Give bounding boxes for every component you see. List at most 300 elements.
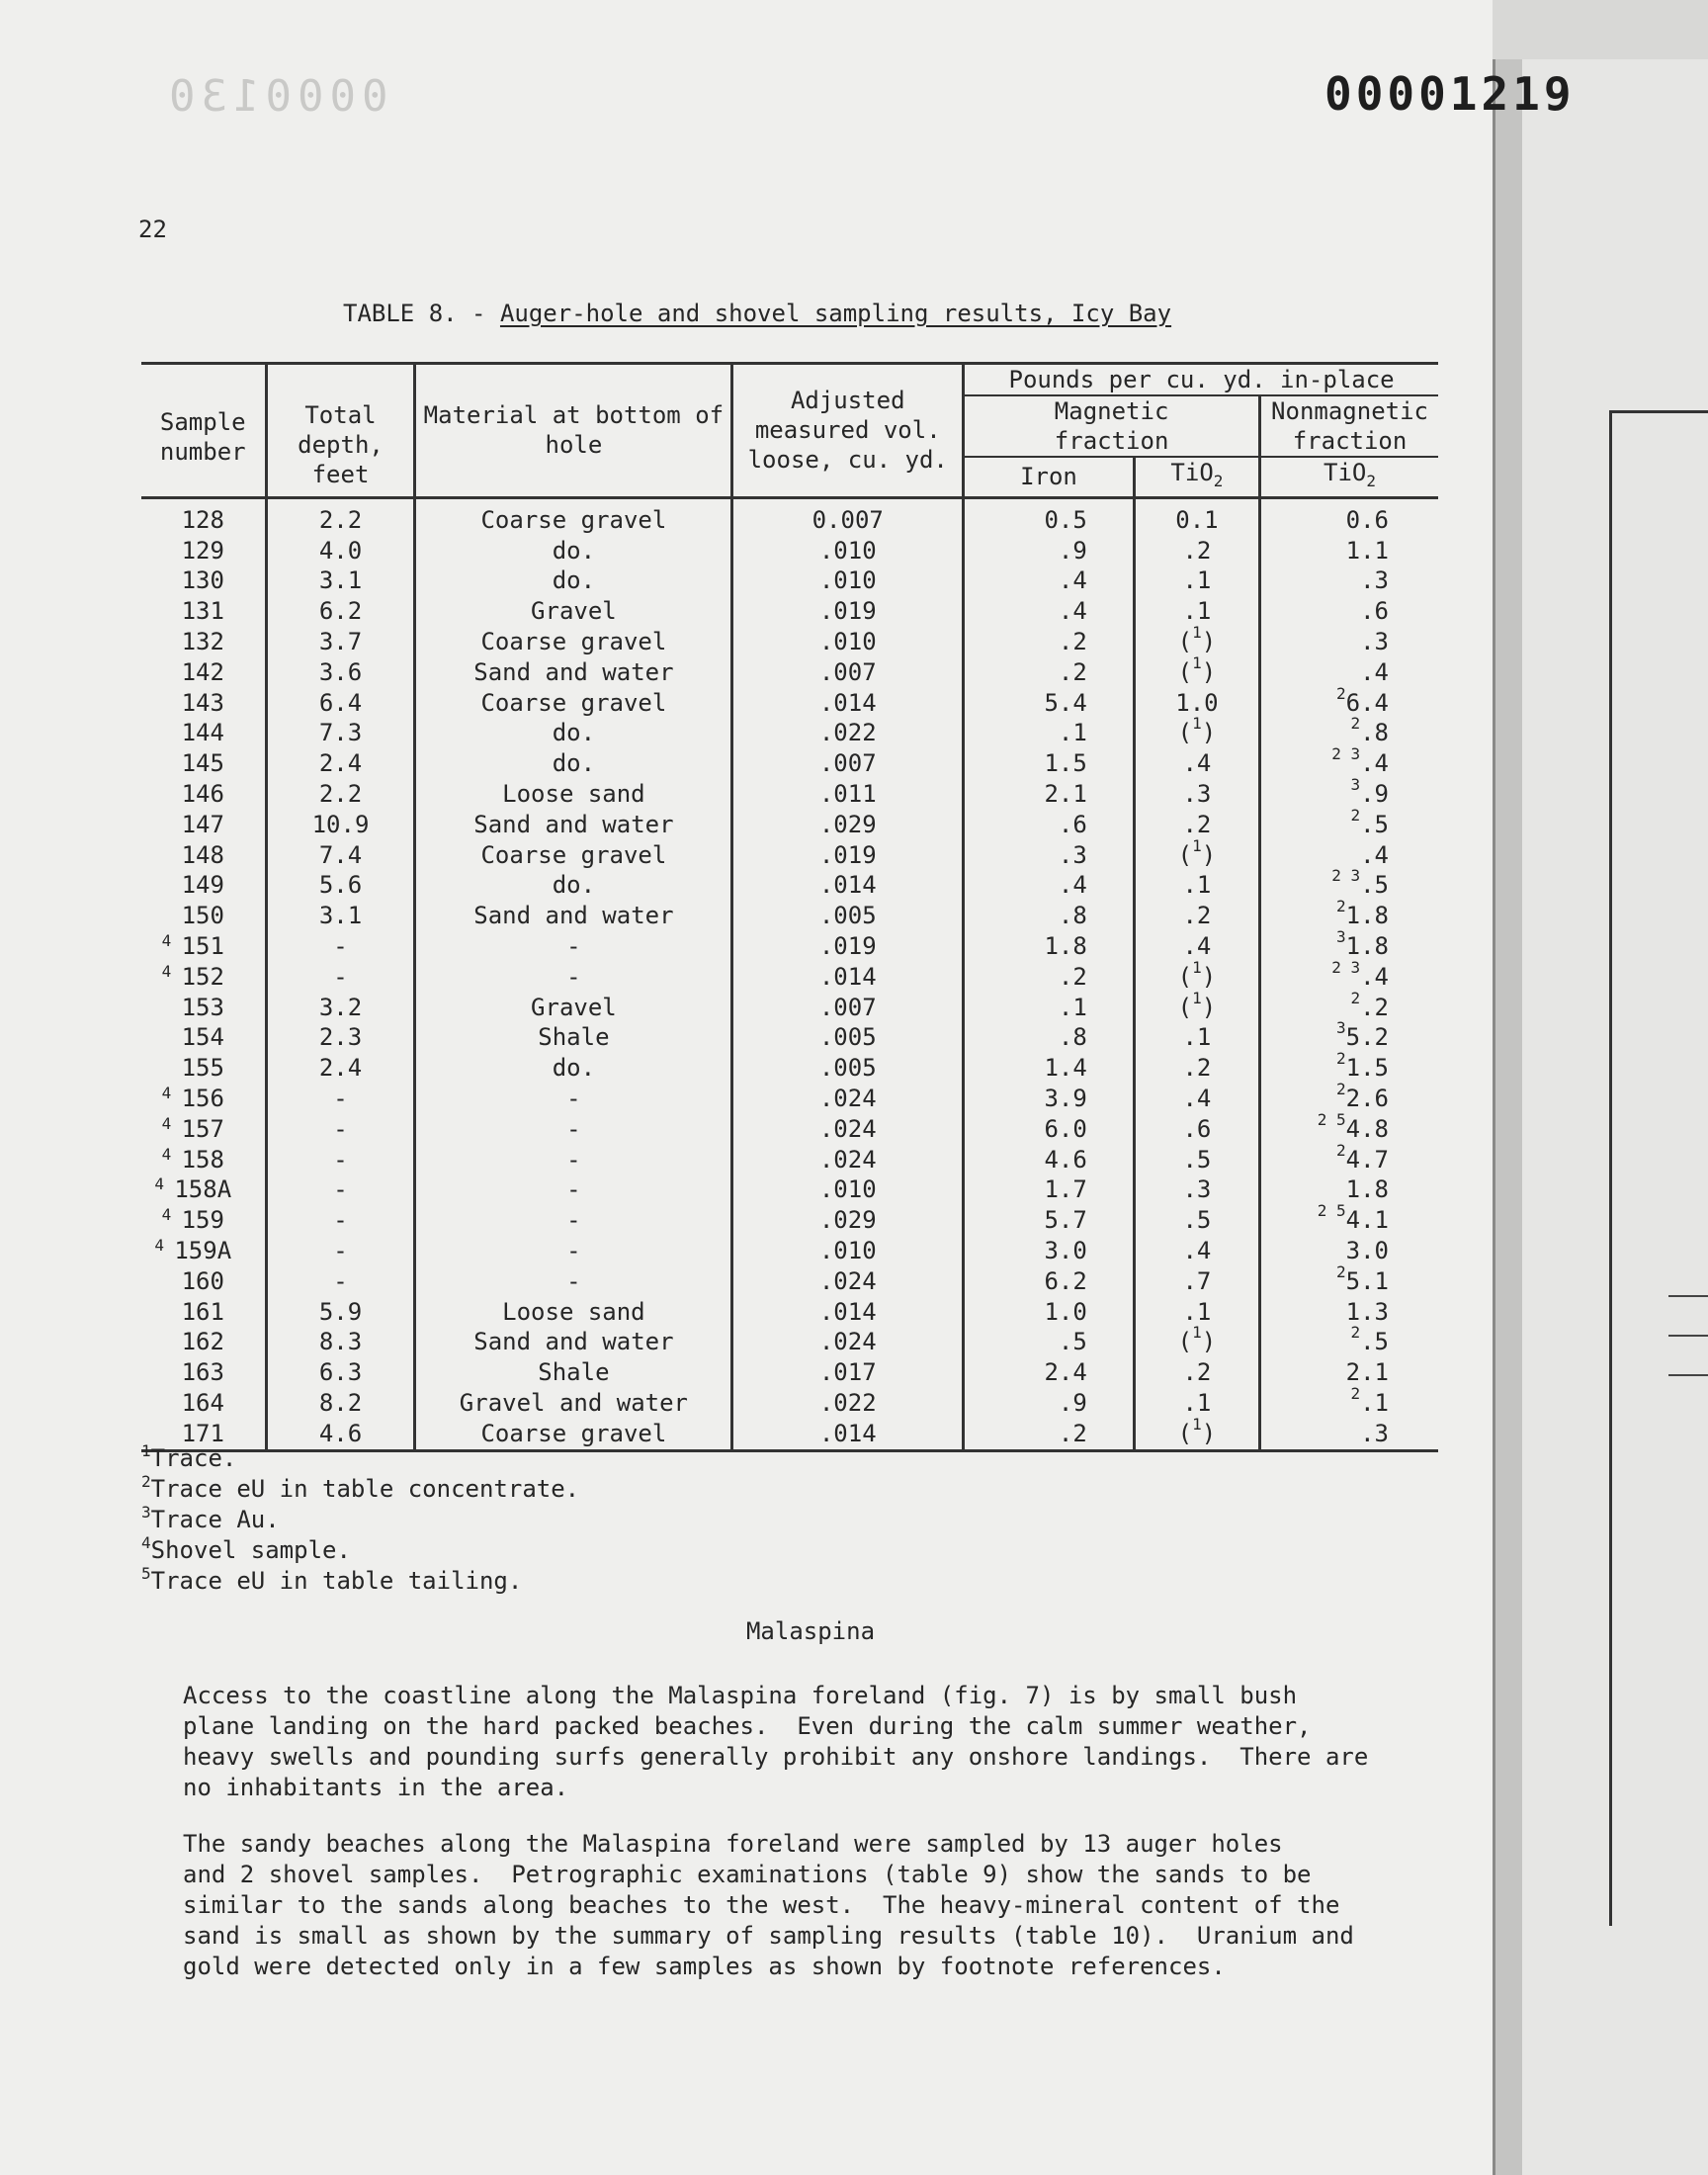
header-material: Material at bottom of hole <box>415 364 732 498</box>
trace-mark: 1 <box>1192 1414 1202 1434</box>
table-row <box>141 1174 1438 1205</box>
cell-total-depth: - <box>266 962 415 993</box>
sample-number-text: 131 <box>181 597 224 626</box>
cell-material: Coarse gravel <box>415 688 732 719</box>
tio2-magnetic-value: .4 <box>1182 749 1212 778</box>
tio2-magnetic-value: .1 <box>1182 1297 1212 1326</box>
tio2-nonmagnetic-value: 4.1 <box>1345 1206 1389 1235</box>
table-row <box>141 810 1438 840</box>
cell-iron: .3 <box>964 840 1135 871</box>
cell-tio2-magnetic <box>1134 1084 1259 1114</box>
cell-material: Sand and water <box>415 810 732 840</box>
nonmag-footnote-marks: 2 <box>1350 988 1361 1007</box>
cell-sample-number <box>141 840 266 871</box>
tio2-magnetic-value: .2 <box>1182 536 1212 565</box>
cell-tio2-magnetic <box>1134 748 1259 779</box>
nonmag-footnote-marks: 2 3 <box>1331 744 1361 764</box>
footnote-text: Trace eU in table concentrate. <box>150 1475 580 1503</box>
cell-volume: .010 <box>732 627 964 657</box>
table-row <box>141 993 1438 1023</box>
cell-tio2-nonmagnetic <box>1260 1323 1438 1357</box>
cell-material: - <box>415 1236 732 1266</box>
cell-tio2-nonmagnetic <box>1260 1018 1438 1053</box>
sample-number-text: 146 <box>181 779 224 808</box>
cell-total-depth: 7.4 <box>266 840 415 871</box>
cell-volume: .010 <box>732 566 964 596</box>
page-number: 22 <box>138 216 167 243</box>
sample-number-text: 147 <box>181 810 224 838</box>
sample-number-text: 150 <box>181 902 224 930</box>
cell-iron: .5 <box>964 1327 1135 1357</box>
sample-number-text: 149 <box>181 871 224 900</box>
sample-number-text: 155 <box>181 1054 224 1083</box>
table-row <box>141 1297 1438 1328</box>
nonmag-footnote-marks: 2 <box>1336 1262 1346 1281</box>
cell-material: do. <box>415 748 732 779</box>
tio2-nonmagnetic-value: 4.8 <box>1345 1114 1389 1143</box>
cell-iron: .4 <box>964 596 1135 627</box>
cell-sample-number <box>141 1297 266 1328</box>
cell-volume: .024 <box>732 1145 964 1175</box>
table-row <box>141 1053 1438 1084</box>
cell-tio2-magnetic <box>1134 1357 1259 1388</box>
bleed-through-number: 0000130 <box>163 71 388 122</box>
sample-number-text: 162 <box>181 1328 224 1356</box>
cell-tio2-magnetic <box>1134 1145 1259 1175</box>
cell-iron: 4.6 <box>964 1145 1135 1175</box>
cell-volume: .019 <box>732 596 964 627</box>
trace-footnote-ref: ($^1$) <box>1177 835 1217 869</box>
nonmag-footnote-marks: 2 <box>1336 683 1346 703</box>
trace-mark: 1 <box>1192 957 1202 977</box>
cell-sample-number <box>141 901 266 931</box>
table-row <box>141 1114 1438 1145</box>
header-pounds-group: Pounds per cu. yd. in-place <box>964 364 1438 396</box>
cell-tio2-nonmagnetic <box>1260 566 1438 596</box>
cell-iron: 1.0 <box>964 1297 1135 1328</box>
cell-tio2-nonmagnetic <box>1260 1109 1438 1145</box>
trace-footnote-ref: ($^1$) <box>1177 1414 1217 1447</box>
cell-total-depth: 4.0 <box>266 536 415 566</box>
nonmag-footnote-marks: 2 <box>1336 897 1346 916</box>
cell-total-depth: 6.4 <box>266 688 415 719</box>
cell-volume: .014 <box>732 962 964 993</box>
paragraph-sampling <box>183 1829 1428 1982</box>
nonmag-footnote-marks: 2 3 <box>1331 957 1361 977</box>
paragraph-line: The sandy beaches along the Malaspina foreland were sampled by 13 auger holes <box>183 1830 1283 1858</box>
tio2-magnetic-value: .2 <box>1182 810 1212 838</box>
footnote <box>141 1535 579 1566</box>
tio2-nonmagnetic-value: .4 <box>1360 657 1389 686</box>
paragraph-access <box>183 1681 1428 1803</box>
cell-sample-number <box>141 1357 266 1388</box>
cell-sample-number <box>141 1174 266 1205</box>
page-edge-shadow <box>1493 59 1525 2175</box>
footnote <box>141 1505 579 1535</box>
cell-total-depth: 3.7 <box>266 627 415 657</box>
trace-footnote-ref: ($^1$) <box>1177 957 1217 991</box>
tio2-magnetic-value: .6 <box>1182 1114 1212 1143</box>
cell-tio2-magnetic <box>1134 1205 1259 1236</box>
tio2-magnetic-value: .5 <box>1182 1145 1212 1174</box>
cell-iron: 1.7 <box>964 1174 1135 1205</box>
cell-iron: 1.5 <box>964 748 1135 779</box>
cell-tio2-nonmagnetic <box>1260 957 1438 993</box>
nonmag-footnote-marks: 2 <box>1336 1140 1346 1160</box>
cell-total-depth: 3.2 <box>266 993 415 1023</box>
cell-volume: .010 <box>732 536 964 566</box>
sample-number-text: 153 <box>181 993 224 1021</box>
tio2-nonmagnetic-value: 2.6 <box>1345 1084 1389 1112</box>
cell-iron: 2.4 <box>964 1357 1135 1388</box>
table-row <box>141 1266 1438 1297</box>
header-iron: Iron <box>964 457 1135 497</box>
cell-tio2-nonmagnetic <box>1260 1357 1438 1388</box>
cell-iron: 1.4 <box>964 1053 1135 1084</box>
header-nonmagnetic-fraction: Nonmagnetic fraction <box>1260 395 1438 457</box>
cell-tio2-nonmagnetic <box>1260 657 1438 688</box>
cell-tio2-nonmagnetic <box>1260 1201 1438 1236</box>
sample-number-text: 164 <box>181 1388 224 1417</box>
tio2-nonmagnetic-value: 0.6 <box>1345 505 1389 534</box>
cell-iron: .6 <box>964 810 1135 840</box>
cell-sample-number <box>141 870 266 901</box>
cell-volume: 0.007 <box>732 497 964 535</box>
cell-material: Sand and water <box>415 1327 732 1357</box>
cell-tio2-nonmagnetic <box>1260 1419 1438 1450</box>
tio2-nonmagnetic-value: .5 <box>1360 1328 1389 1356</box>
cell-sample-number <box>141 1084 266 1114</box>
cell-tio2-magnetic <box>1134 1414 1259 1450</box>
sample-number-text: 145 <box>181 749 224 778</box>
nonmag-footnote-marks: 2 <box>1350 1323 1361 1343</box>
table-title <box>343 300 1171 327</box>
nonmag-footnote-marks: 2 5 <box>1317 1109 1346 1129</box>
underlying-page-frame <box>1609 410 1708 1926</box>
tio2-magnetic-value: .2 <box>1182 902 1212 930</box>
cell-material: - <box>415 1174 732 1205</box>
sample-number-text: 154 <box>181 1023 224 1052</box>
cell-tio2-nonmagnetic <box>1260 1174 1438 1205</box>
cell-tio2-nonmagnetic <box>1260 536 1438 566</box>
footnote-mark: 2 <box>141 1472 151 1491</box>
paragraph-line: similar to the sands along beaches to the west. The heavy-mineral content of the <box>183 1891 1340 1919</box>
tio2-nonmagnetic-value: 3.0 <box>1345 1236 1389 1264</box>
cell-material: - <box>415 1145 732 1175</box>
sample-number-text: 157 <box>181 1114 224 1143</box>
cell-sample-number <box>141 596 266 627</box>
cell-total-depth: 8.2 <box>266 1388 415 1419</box>
cell-volume: .005 <box>732 1053 964 1084</box>
cell-total-depth: - <box>266 931 415 962</box>
table-row <box>141 779 1438 810</box>
cell-total-depth: 2.4 <box>266 748 415 779</box>
cell-material: Gravel <box>415 596 732 627</box>
cell-sample-number <box>141 1388 266 1419</box>
footnote-mark: 3 <box>141 1503 151 1522</box>
sample-number-text: 130 <box>181 566 224 595</box>
cell-tio2-nonmagnetic <box>1260 683 1438 719</box>
tio2-magnetic-value: .7 <box>1182 1266 1212 1295</box>
sample-number-text: 144 <box>181 719 224 747</box>
header-tio2-nonmagnetic: TiO$_2$ <box>1260 457 1438 497</box>
paragraph-line: and 2 shovel samples. Petrographic examinations (table 9) show the sands to be <box>183 1861 1312 1888</box>
footnote-text: Shovel sample. <box>150 1536 351 1564</box>
cell-volume: .014 <box>732 688 964 719</box>
cell-volume: .007 <box>732 657 964 688</box>
cell-tio2-nonmagnetic <box>1260 596 1438 627</box>
nonmag-footnote-marks: 2 <box>1350 805 1361 825</box>
tio2-nonmagnetic-value: .9 <box>1360 779 1389 808</box>
sample-number-text: 161 <box>181 1297 224 1326</box>
nonmag-footnote-marks: 3 <box>1336 1018 1346 1038</box>
table-row <box>141 596 1438 627</box>
sample-footnote-mark: 4 <box>161 1205 172 1225</box>
cell-sample-number <box>141 962 266 993</box>
cell-total-depth: 2.4 <box>266 1053 415 1084</box>
cell-iron: .4 <box>964 870 1135 901</box>
cell-volume: .022 <box>732 1388 964 1419</box>
cell-iron: 6.0 <box>964 1114 1135 1145</box>
cell-material: - <box>415 1114 732 1145</box>
cell-total-depth: 3.6 <box>266 657 415 688</box>
cell-material: Sand and water <box>415 901 732 931</box>
cell-volume: .007 <box>732 993 964 1023</box>
cell-volume: .024 <box>732 1266 964 1297</box>
tio2-magnetic-value: .1 <box>1182 1023 1212 1052</box>
cell-material: Loose sand <box>415 779 732 810</box>
sample-footnote-mark: 4 <box>161 1113 172 1133</box>
tio2-nonmagnetic-value: .4 <box>1360 749 1389 778</box>
cell-iron: 1.8 <box>964 931 1135 962</box>
cell-volume: .029 <box>732 810 964 840</box>
cell-sample-number <box>141 497 266 535</box>
sample-footnote-mark: 4 <box>154 1235 164 1255</box>
sample-number-text: 152 <box>181 962 224 991</box>
nonmag-footnote-marks: 2 <box>1336 1049 1346 1069</box>
tio2-magnetic-value: .1 <box>1182 566 1212 595</box>
cell-material: Sand and water <box>415 657 732 688</box>
cell-volume: .022 <box>732 718 964 748</box>
tio2-nonmagnetic-value: .1 <box>1360 1388 1389 1417</box>
table-row <box>141 1205 1438 1236</box>
cell-total-depth: 2.3 <box>266 1022 415 1053</box>
tio2-nonmagnetic-value: 4.7 <box>1345 1145 1389 1174</box>
table-row <box>141 627 1438 657</box>
header-adjusted-volume: Adjusted measured vol. loose, cu. yd. <box>732 364 964 498</box>
cell-total-depth: 6.2 <box>266 596 415 627</box>
cell-volume: .014 <box>732 1297 964 1328</box>
cell-sample-number <box>141 810 266 840</box>
nonmag-footnote-marks: 2 3 <box>1331 866 1361 886</box>
paragraph-line: no inhabitants in the area. <box>183 1774 569 1801</box>
cell-iron: .2 <box>964 1419 1135 1450</box>
sample-number-text: 163 <box>181 1358 224 1387</box>
cell-material: do. <box>415 870 732 901</box>
cell-total-depth: 6.3 <box>266 1357 415 1388</box>
header-tio2-magnetic: TiO$_2$ <box>1134 457 1259 497</box>
trace-footnote-ref: ($^1$) <box>1177 988 1217 1021</box>
cell-volume: .019 <box>732 931 964 962</box>
tio2-magnetic-value: .3 <box>1182 1175 1212 1204</box>
cell-iron: .8 <box>964 901 1135 931</box>
cell-tio2-nonmagnetic <box>1260 497 1438 535</box>
tio2-nonmagnetic-value: 1.1 <box>1345 536 1389 565</box>
cell-total-depth: 3.1 <box>266 901 415 931</box>
tio2-nonmagnetic-value: .4 <box>1360 962 1389 991</box>
cell-material: Coarse gravel <box>415 840 732 871</box>
cell-sample-number <box>141 1114 266 1145</box>
cell-sample-number <box>141 1236 266 1266</box>
tio2-nonmagnetic-value: 1.8 <box>1345 1175 1389 1204</box>
table-row <box>141 870 1438 901</box>
footnote-mark: 4 <box>141 1533 151 1552</box>
cell-total-depth: 4.6 <box>266 1419 415 1450</box>
table-row <box>141 566 1438 596</box>
table-row <box>141 718 1438 748</box>
cell-tio2-nonmagnetic <box>1260 627 1438 657</box>
cell-sample-number <box>141 779 266 810</box>
sample-number-text: 160 <box>181 1266 224 1295</box>
cell-tio2-nonmagnetic <box>1260 1049 1438 1084</box>
cell-tio2-magnetic <box>1134 566 1259 596</box>
cell-volume: .029 <box>732 1205 964 1236</box>
table-row <box>141 1236 1438 1266</box>
cell-material: Coarse gravel <box>415 627 732 657</box>
cell-material: Gravel and water <box>415 1388 732 1419</box>
tio2-nonmagnetic-value: .3 <box>1360 1419 1389 1447</box>
tio2-magnetic-value: 0.1 <box>1175 505 1219 534</box>
cell-material: Gravel <box>415 993 732 1023</box>
cell-material: do. <box>415 566 732 596</box>
trace-mark: 1 <box>1192 714 1202 734</box>
cell-sample-number <box>141 993 266 1023</box>
trace-mark: 1 <box>1192 652 1202 672</box>
cell-tio2-nonmagnetic <box>1260 805 1438 840</box>
tio2-nonmagnetic-value: 5.1 <box>1345 1266 1389 1295</box>
cell-material: do. <box>415 718 732 748</box>
cell-material: do. <box>415 536 732 566</box>
cell-iron: .8 <box>964 1022 1135 1053</box>
cell-material: - <box>415 1084 732 1114</box>
cell-volume: .024 <box>732 1327 964 1357</box>
sample-number-text: 128 <box>181 505 224 534</box>
tio2-nonmagnetic-value: .2 <box>1360 993 1389 1021</box>
cell-tio2-nonmagnetic <box>1260 897 1438 931</box>
cell-tio2-magnetic <box>1134 901 1259 931</box>
cell-iron: .9 <box>964 536 1135 566</box>
sample-number-text: 143 <box>181 688 224 717</box>
cell-total-depth: - <box>266 1145 415 1175</box>
table-row <box>141 1357 1438 1388</box>
cell-volume: .014 <box>732 1419 964 1450</box>
table-row <box>141 1327 1438 1357</box>
cell-material: Loose sand <box>415 1297 732 1328</box>
cell-sample-number <box>141 1053 266 1084</box>
nonmag-footnote-marks: 2 <box>1350 714 1361 734</box>
trace-mark: 1 <box>1192 1323 1202 1343</box>
footnote-text: Trace eU in table tailing. <box>150 1567 523 1595</box>
cell-volume: .014 <box>732 870 964 901</box>
tio2-magnetic-value: .3 <box>1182 779 1212 808</box>
cell-sample-number <box>141 1022 266 1053</box>
trace-footnote-ref: ($^1$) <box>1177 652 1217 686</box>
cell-tio2-magnetic <box>1134 1174 1259 1205</box>
trace-mark: 1 <box>1192 835 1202 855</box>
nonmag-footnote-marks: 2 <box>1350 1383 1361 1403</box>
cell-iron: .9 <box>964 1388 1135 1419</box>
footnote <box>141 1443 579 1474</box>
table-row <box>141 1388 1438 1419</box>
cell-volume: .005 <box>732 1022 964 1053</box>
cell-volume: .010 <box>732 1174 964 1205</box>
tio2-nonmagnetic-value: 6.4 <box>1345 688 1389 717</box>
tio2-nonmagnetic-value: .3 <box>1360 566 1389 595</box>
archive-stamp-number: 00001219 <box>1324 67 1576 121</box>
cell-tio2-magnetic <box>1134 1266 1259 1297</box>
tio2-nonmagnetic-value: .6 <box>1360 597 1389 626</box>
sample-number-text: 148 <box>181 840 224 869</box>
sample-footnote-mark: 4 <box>154 1174 164 1194</box>
cell-sample-number <box>141 536 266 566</box>
cell-material: Coarse gravel <box>415 497 732 535</box>
cell-tio2-magnetic <box>1134 779 1259 810</box>
tio2-magnetic-value: .1 <box>1182 1388 1212 1417</box>
footnote-text: Trace. <box>150 1444 237 1472</box>
cell-material: Coarse gravel <box>415 1419 732 1450</box>
table-footnotes <box>141 1443 579 1597</box>
table-row <box>141 1022 1438 1053</box>
tio2-nonmagnetic-value: 1.3 <box>1345 1297 1389 1326</box>
cell-sample-number <box>141 1266 266 1297</box>
cell-tio2-magnetic <box>1134 810 1259 840</box>
cell-iron: .2 <box>964 627 1135 657</box>
cell-total-depth: - <box>266 1205 415 1236</box>
cell-sample-number <box>141 1145 266 1175</box>
tio2-magnetic-value: .1 <box>1182 597 1212 626</box>
table-row <box>141 497 1438 535</box>
cell-iron: 6.2 <box>964 1266 1135 1297</box>
cell-tio2-magnetic <box>1134 652 1259 688</box>
tio2-nonmagnetic-value: 1.8 <box>1345 902 1389 930</box>
cell-tio2-nonmagnetic <box>1260 1262 1438 1297</box>
table-row <box>141 962 1438 993</box>
cell-tio2-nonmagnetic <box>1260 1079 1438 1114</box>
cell-tio2-nonmagnetic <box>1260 1140 1438 1175</box>
cell-tio2-magnetic <box>1134 835 1259 871</box>
cell-iron: .2 <box>964 962 1135 993</box>
cell-iron: 5.7 <box>964 1205 1135 1236</box>
paragraph-line: sand is small as shown by the summary of sampling results (table 10). Uranium and <box>183 1922 1354 1950</box>
cell-iron: 0.5 <box>964 497 1135 535</box>
section-heading: Malaspina <box>745 1617 876 1645</box>
cell-iron: .1 <box>964 718 1135 748</box>
sample-footnote-mark: 4 <box>161 1083 172 1102</box>
table-row <box>141 688 1438 719</box>
tio2-nonmagnetic-value: .3 <box>1360 627 1389 655</box>
cell-sample-number <box>141 931 266 962</box>
cell-volume: .010 <box>732 1236 964 1266</box>
cell-material: - <box>415 1266 732 1297</box>
cell-total-depth: - <box>266 1174 415 1205</box>
cell-total-depth: - <box>266 1236 415 1266</box>
footnote <box>141 1474 579 1505</box>
cell-sample-number <box>141 566 266 596</box>
cell-sample-number <box>141 688 266 719</box>
tio2-magnetic-value: .5 <box>1182 1206 1212 1235</box>
paragraph-line: plane landing on the hard packed beaches. Even during the calm summer weather, <box>183 1712 1312 1740</box>
nonmag-footnote-marks: 2 <box>1336 1079 1346 1098</box>
